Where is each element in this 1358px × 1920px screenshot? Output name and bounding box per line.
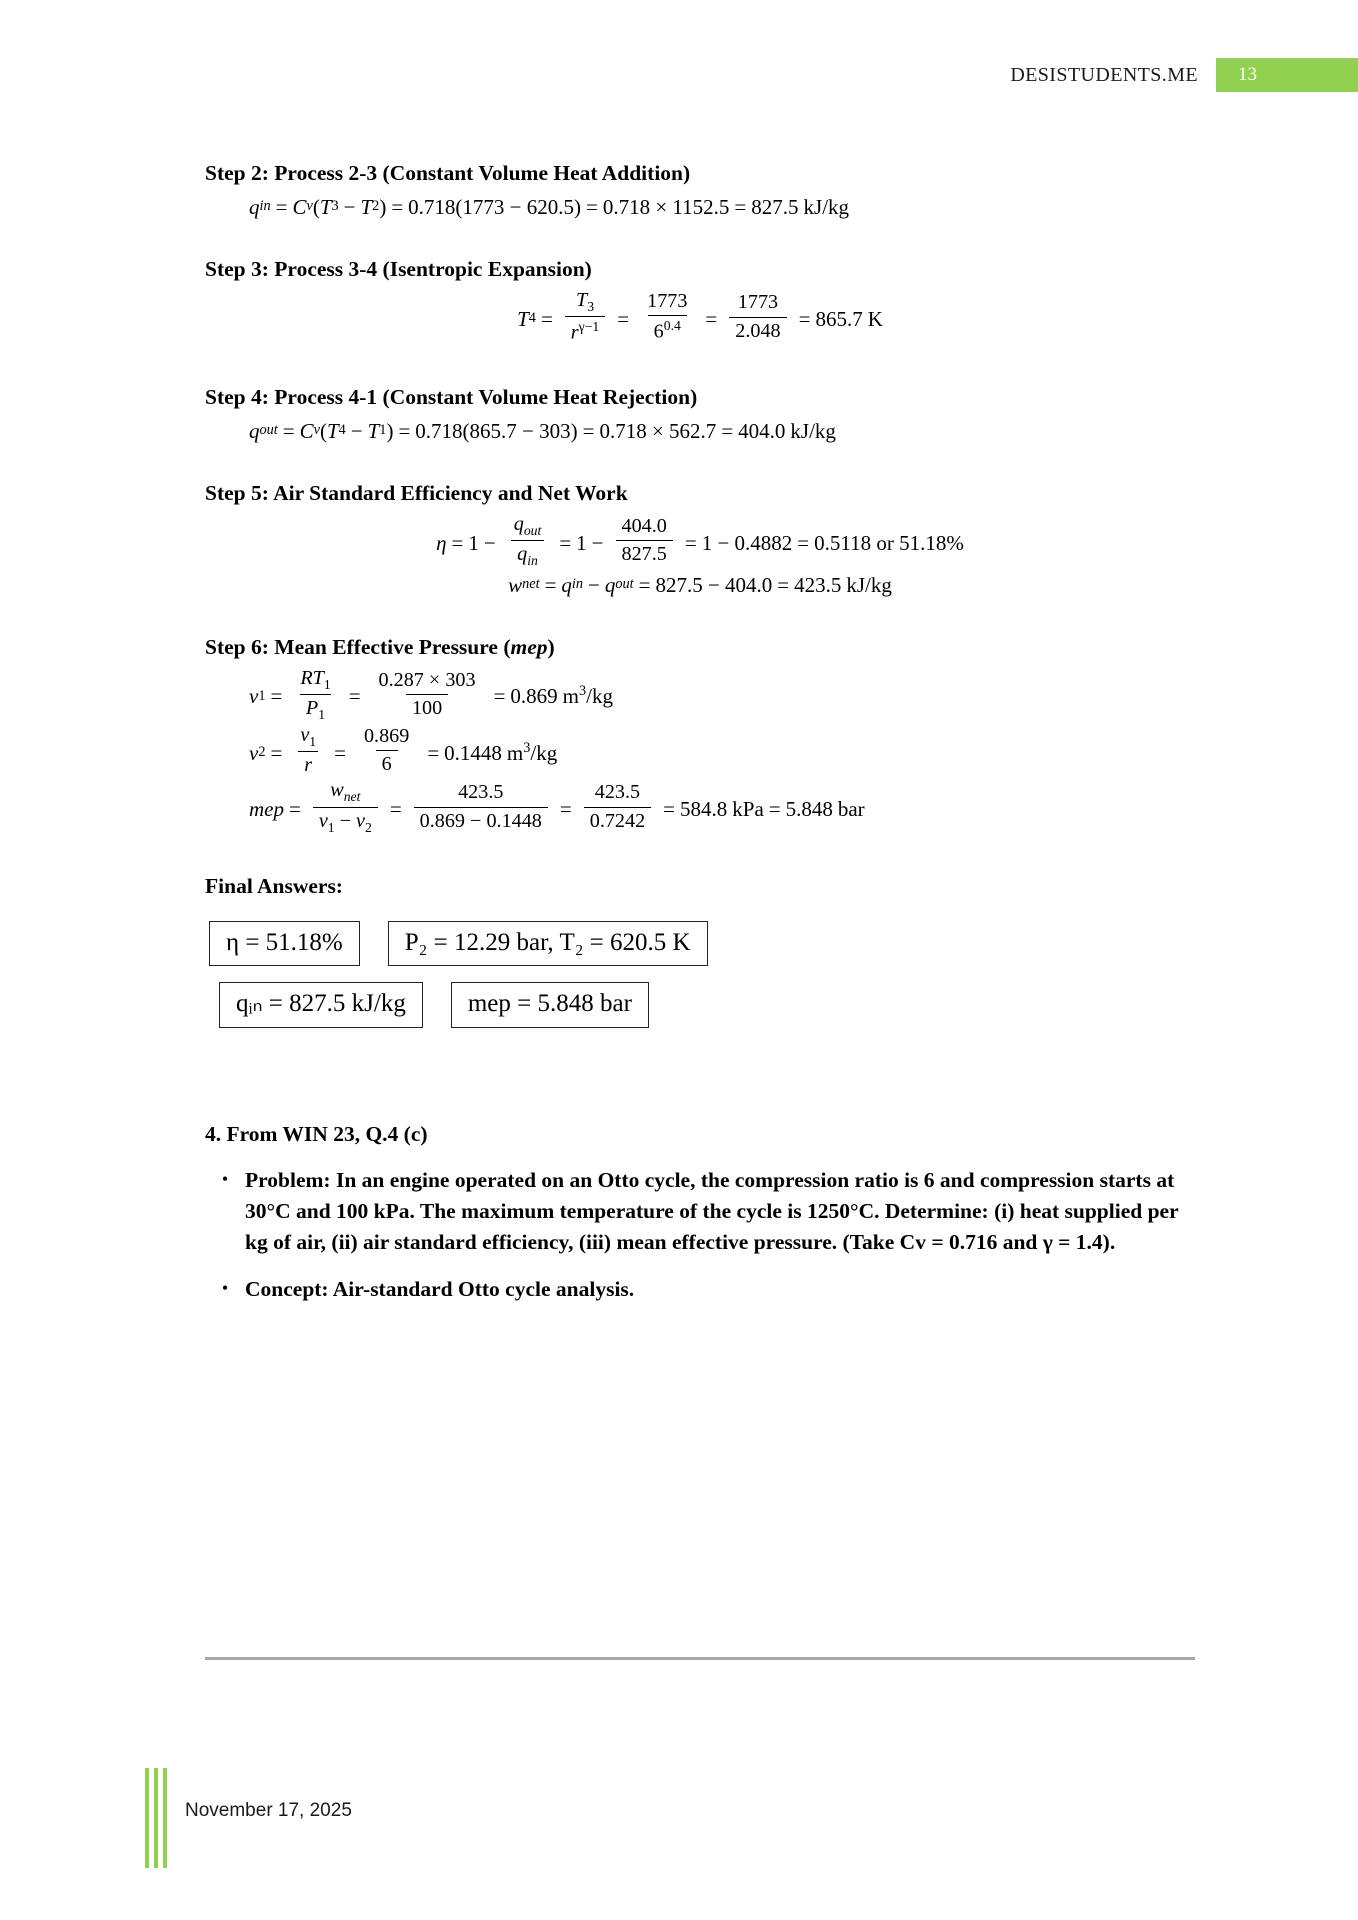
eq2-value-2: 0.718 × 1152.5	[602, 194, 730, 219]
eq3-frac2-den	[648, 315, 687, 345]
eq3-frac1-den-exp: γ−1	[578, 319, 600, 335]
step-block-2	[205, 160, 1195, 220]
eq6-equals-10: =	[663, 797, 676, 821]
footer-date: November 17, 2025	[185, 1800, 352, 1821]
eq5-w-value: 827.5 − 404.0	[655, 572, 773, 597]
final-answers-row-2	[205, 982, 1195, 1028]
eq6-unit1-tail: /kg	[586, 684, 613, 709]
step-3-heading: Step 3: Process 3-4 (Isentropic Expansion)	[205, 257, 592, 282]
eq6-v2-sub: 2	[258, 743, 266, 760]
eq6-fraction-c	[358, 724, 415, 777]
eq2-q-sub: in	[259, 198, 271, 215]
eq2-t3-sub: 3	[331, 198, 339, 215]
eq5-qout-sub: out	[523, 523, 542, 539]
eq4-t4: T	[326, 419, 339, 444]
eq5-one-a: 1	[468, 530, 479, 555]
eq3-frac1-num	[570, 288, 600, 316]
step-6-heading-post: )	[547, 634, 555, 659]
eq6-wv-v1-sub: 1	[327, 819, 335, 835]
section-4-concept-text: Concept: Air-standard Otto cycle analysis.	[245, 1277, 635, 1302]
eq5-equals-3: =	[684, 530, 697, 555]
eq2-q: q	[249, 194, 260, 219]
eq6-wv-v2-sub: 2	[364, 819, 372, 835]
eq3-equals-1: =	[540, 307, 553, 332]
eq4-t4-sub: 4	[338, 422, 346, 439]
eq4-cv-sub: v	[313, 422, 320, 439]
eq2-unit: kJ/kg	[803, 194, 850, 219]
eq6-e-num: 423.5	[594, 781, 641, 804]
eq6-result-3: 584.8	[680, 797, 728, 821]
eq5-qout: q	[513, 513, 524, 536]
step-2-equation	[205, 194, 1195, 220]
document-content	[205, 160, 1195, 1321]
eq5-qin-sub: in	[527, 553, 538, 569]
step-block-5	[205, 480, 1195, 598]
step-6-equation-mep	[205, 780, 1195, 837]
eq3-unit: K	[867, 307, 883, 332]
section-4	[205, 1122, 1195, 1306]
eq5-w-minus: −	[588, 572, 600, 597]
eq3-frac3-den: 2.048	[729, 317, 786, 344]
eq3-frac1-num-sub: 3	[587, 299, 595, 315]
eq3-equals-4: =	[798, 307, 811, 332]
eq6-v1r-r: r	[304, 754, 313, 777]
bullet-marker-icon: •	[221, 1278, 229, 1299]
section-4-problem-text: Problem: In an engine operated on an Otto cycle, the compression ratio is 6 and compression starts at 30°C and 100 kPa. The maximum temperature of the cycle is 1250°C. Determine: (i) heat supplied per kg of air, (ii) air standard efficiency, (iii) mean effective pressure. (Take Cv = 0.716 and γ = 1.4).	[245, 1167, 1179, 1255]
step-6-heading-pre: Step 6: Mean Effective Pressure (	[205, 634, 511, 659]
eq2-value-1: 0.718(1773 − 620.5)	[408, 194, 581, 219]
step-6-heading-mep: mep	[510, 634, 548, 659]
eq3-t4-sub: 4	[528, 310, 536, 327]
eq5-w-result: 423.5	[794, 572, 842, 597]
step-4-equation	[205, 418, 1195, 444]
eq6-wv-v2: v	[356, 809, 365, 832]
eq6-fraction-e	[584, 780, 651, 833]
eq6-equals-11: =	[768, 797, 781, 821]
page-number: 13	[1238, 64, 1257, 85]
step-6-equation-v1	[205, 668, 1195, 725]
eq5-w-qout-sub: out	[615, 575, 634, 592]
eq3-result: 865.7	[815, 307, 863, 332]
eq5-equals-2: =	[559, 530, 572, 555]
eq6-unit1-exp: 3	[579, 683, 587, 700]
eq6-unit-3: kPa	[732, 797, 764, 821]
eq5-w-qin: q	[561, 572, 572, 597]
eq3-frac1-num-t: T	[575, 289, 588, 312]
eq6-c-den: 6	[376, 750, 398, 777]
page-header	[0, 58, 1358, 92]
eq2-t2-sub: 2	[372, 198, 380, 215]
step-5-heading: Step 5: Air Standard Efficiency and Net Work	[205, 481, 628, 506]
eq5-fracq-den	[511, 540, 544, 569]
eq6-rt-num	[294, 666, 336, 694]
eq4-q-sub: out	[259, 422, 278, 439]
eq4-cv: C	[299, 419, 314, 444]
eq2-equals-1: =	[275, 194, 288, 219]
eq5-eta: η	[436, 530, 447, 555]
eq6-result-4: 5.848	[785, 797, 833, 821]
eq4-paren-open: (	[319, 419, 327, 444]
eq5-w-equals-2: =	[638, 572, 651, 597]
eq6-fraction-b	[373, 668, 482, 721]
answer-box-efficiency: η = 51.18%	[209, 921, 360, 967]
eq5-fracq-num	[508, 512, 548, 540]
eq5-one-b: 1	[576, 530, 587, 555]
eq6-v1r-sub: 1	[309, 734, 317, 750]
eq4-equals-3: =	[582, 419, 595, 444]
eq6-unit1-m: m	[562, 684, 580, 709]
eq5-minus-b: −	[591, 530, 604, 555]
list-item	[205, 1165, 1195, 1259]
eq6-fraction-v1r	[294, 723, 322, 778]
eq6-v1: v	[249, 684, 259, 709]
eq4-q: q	[249, 419, 260, 444]
eq6-rt-sub: 1	[323, 676, 331, 692]
eq3-frac3-num: 1773	[737, 291, 779, 314]
step-block-4	[205, 384, 1195, 444]
page-number-badge	[1216, 58, 1358, 92]
eq2-cv-sub: v	[306, 198, 313, 215]
eq2-paren-close: )	[379, 194, 387, 219]
answer-box-mep: mep = 5.848 bar	[451, 982, 649, 1028]
footer-bar-1	[145, 1768, 149, 1868]
eq5-fracn-num: 404.0	[621, 515, 667, 538]
eq6-result-2: 0.1448	[444, 740, 502, 765]
eq6-unit-4: bar	[837, 797, 865, 821]
list-item	[205, 1274, 1195, 1305]
footer-bar-3	[163, 1768, 167, 1868]
step-block-6	[205, 634, 1195, 838]
eq4-unit: kJ/kg	[790, 419, 836, 444]
eq4-t1: T	[367, 419, 380, 444]
final-answers-section	[205, 874, 1195, 1028]
eq2-minus: −	[343, 194, 356, 219]
eq6-equals-9: =	[559, 797, 572, 821]
eq6-p-sub: 1	[318, 707, 326, 722]
eq4-paren-close: )	[386, 419, 394, 444]
eq2-result: 827.5	[751, 194, 799, 219]
eq6-equals-8: =	[389, 797, 402, 821]
eq6-v1r-den	[298, 751, 318, 778]
eq3-frac2-den-exp: 0.4	[663, 318, 681, 334]
eq5-w-qin-sub: in	[571, 575, 584, 592]
step-3-equation	[205, 290, 1195, 348]
answer-box-heat-added: qᵢₙ = 827.5 kJ/kg	[219, 982, 423, 1028]
eq6-wv-num	[324, 778, 366, 806]
eq6-c-num: 0.869	[363, 725, 410, 748]
eq6-equals-6: =	[427, 740, 440, 765]
eq4-value-2: 0.718 × 562.7	[599, 419, 717, 444]
eq5-equals-1: =	[451, 530, 464, 555]
answer-box-pressure-temperature: P₂ = 12.29 bar, T₂ = 620.5 K	[388, 921, 708, 967]
eq6-fraction-rt	[294, 666, 336, 723]
eq6-e-den: 0.7242	[584, 807, 651, 834]
eq6-equals-7: =	[289, 797, 301, 821]
eq6-equals-1: =	[270, 684, 283, 709]
eq3-frac2-num: 1773	[647, 290, 688, 313]
step-5-equation-efficiency	[205, 514, 1195, 571]
eq2-equals-4: =	[734, 194, 747, 219]
eq2-paren-open: (	[312, 194, 320, 219]
eq6-equals-5: =	[334, 740, 346, 765]
eq4-equals-2: =	[398, 419, 411, 444]
final-answers-row-1	[205, 921, 1195, 967]
footer-accent-bars	[145, 1768, 167, 1868]
eq6-unit-2	[502, 740, 557, 766]
step-5-equation-network	[205, 572, 1195, 598]
eq2-equals-2: =	[391, 194, 404, 219]
eq6-d-den: 0.869 − 0.1448	[414, 807, 548, 834]
eq6-d-num: 423.5	[458, 781, 504, 804]
eq4-minus: −	[350, 419, 363, 444]
eq2-cv: C	[292, 194, 307, 219]
eq6-b-num: 0.287 × 303	[378, 668, 476, 691]
eq6-unit2-exp: 3	[523, 739, 531, 756]
eq6-fraction-d	[414, 780, 548, 833]
eq6-v1-sub: 1	[258, 687, 266, 704]
eq4-equals-1: =	[282, 419, 295, 444]
eq6-wv-w: w	[330, 779, 344, 802]
eq5-w-equals-1: =	[544, 572, 557, 597]
eq4-t1-sub: 1	[379, 422, 387, 439]
final-answers-heading: Final Answers:	[205, 873, 343, 898]
eq3-fraction-3	[729, 290, 786, 343]
step-2-heading: Step 2: Process 2-3 (Constant Volume Heat Addition)	[205, 161, 691, 185]
eq5-equals-4: =	[797, 530, 810, 555]
eq6-equals-2: =	[348, 684, 361, 709]
bullet-marker-icon: •	[221, 1168, 229, 1189]
eq5-fracn-den: 827.5	[616, 540, 673, 567]
eq6-equals-3: =	[493, 684, 506, 709]
eq6-wv-minus: −	[339, 809, 352, 832]
eq3-t4: T	[517, 307, 529, 332]
eq5-minus-a: −	[483, 530, 496, 555]
eq6-wv-v1: v	[318, 809, 328, 832]
eq6-b-den: 100	[406, 694, 448, 721]
eq4-value-1: 0.718(865.7 − 303)	[415, 419, 578, 444]
eq5-w-sub: net	[522, 575, 540, 592]
eq4-equals-4: =	[721, 419, 734, 444]
eq3-equals-2: =	[617, 307, 630, 332]
eq5-value-3: 1 − 0.4882	[701, 530, 793, 555]
step-6-heading	[205, 634, 1195, 662]
step-block-3	[205, 256, 1195, 348]
eq3-fraction-2	[641, 289, 693, 345]
eq2-t3: T	[319, 194, 332, 219]
eq5-result: 0.5118 or 51.18%	[814, 530, 964, 555]
eq3-equals-3: =	[705, 307, 718, 332]
eq5-w-equals-3: =	[777, 572, 790, 597]
eq6-p: P	[305, 696, 319, 719]
eq6-v2: v	[249, 740, 259, 765]
eq5-w: w	[508, 572, 523, 597]
eq5-fraction-num	[616, 514, 673, 567]
eq3-frac2-den-base: 6	[653, 321, 664, 344]
eq6-unit2-m: m	[506, 740, 524, 765]
eq6-v1r-v: v	[300, 724, 310, 747]
eq6-rt-den	[300, 694, 331, 723]
eq5-w-qout: q	[604, 572, 616, 597]
step-6-equation-v2	[205, 725, 1195, 780]
footer-bar-2	[154, 1768, 158, 1868]
eq2-equals-3: =	[586, 194, 598, 219]
eq6-unit2-tail: /kg	[530, 740, 558, 765]
eq6-wv-den	[313, 807, 378, 836]
eq4-result: 404.0	[738, 419, 786, 444]
eq6-result-1: 0.869	[510, 684, 558, 709]
horizontal-divider	[205, 1657, 1195, 1660]
eq6-wv-w-sub: net	[343, 789, 361, 805]
eq5-fraction-q	[508, 512, 548, 569]
step-4-heading: Step 4: Process 4-1 (Constant Volume Heat Rejection)	[205, 385, 698, 410]
eq6-rt: RT	[300, 666, 324, 689]
eq2-t2: T	[360, 194, 373, 219]
eq5-qin: q	[517, 543, 528, 566]
header-site-name: DESISTUDENTS.ME	[1010, 63, 1198, 86]
eq3-frac1-den-r: r	[570, 322, 579, 344]
eq6-unit-1	[558, 683, 613, 709]
eq3-fraction-1	[565, 288, 605, 346]
eq5-w-unit: kJ/kg	[846, 572, 892, 597]
eq3-frac1-den	[565, 316, 605, 346]
eq6-equals-4: =	[270, 740, 283, 765]
eq6-v1r-num	[294, 723, 322, 751]
eq6-mep: mep	[249, 797, 284, 821]
eq6-fraction-wv	[313, 778, 378, 835]
section-4-title: 4. From WIN 23, Q.4 (c)	[205, 1121, 428, 1146]
